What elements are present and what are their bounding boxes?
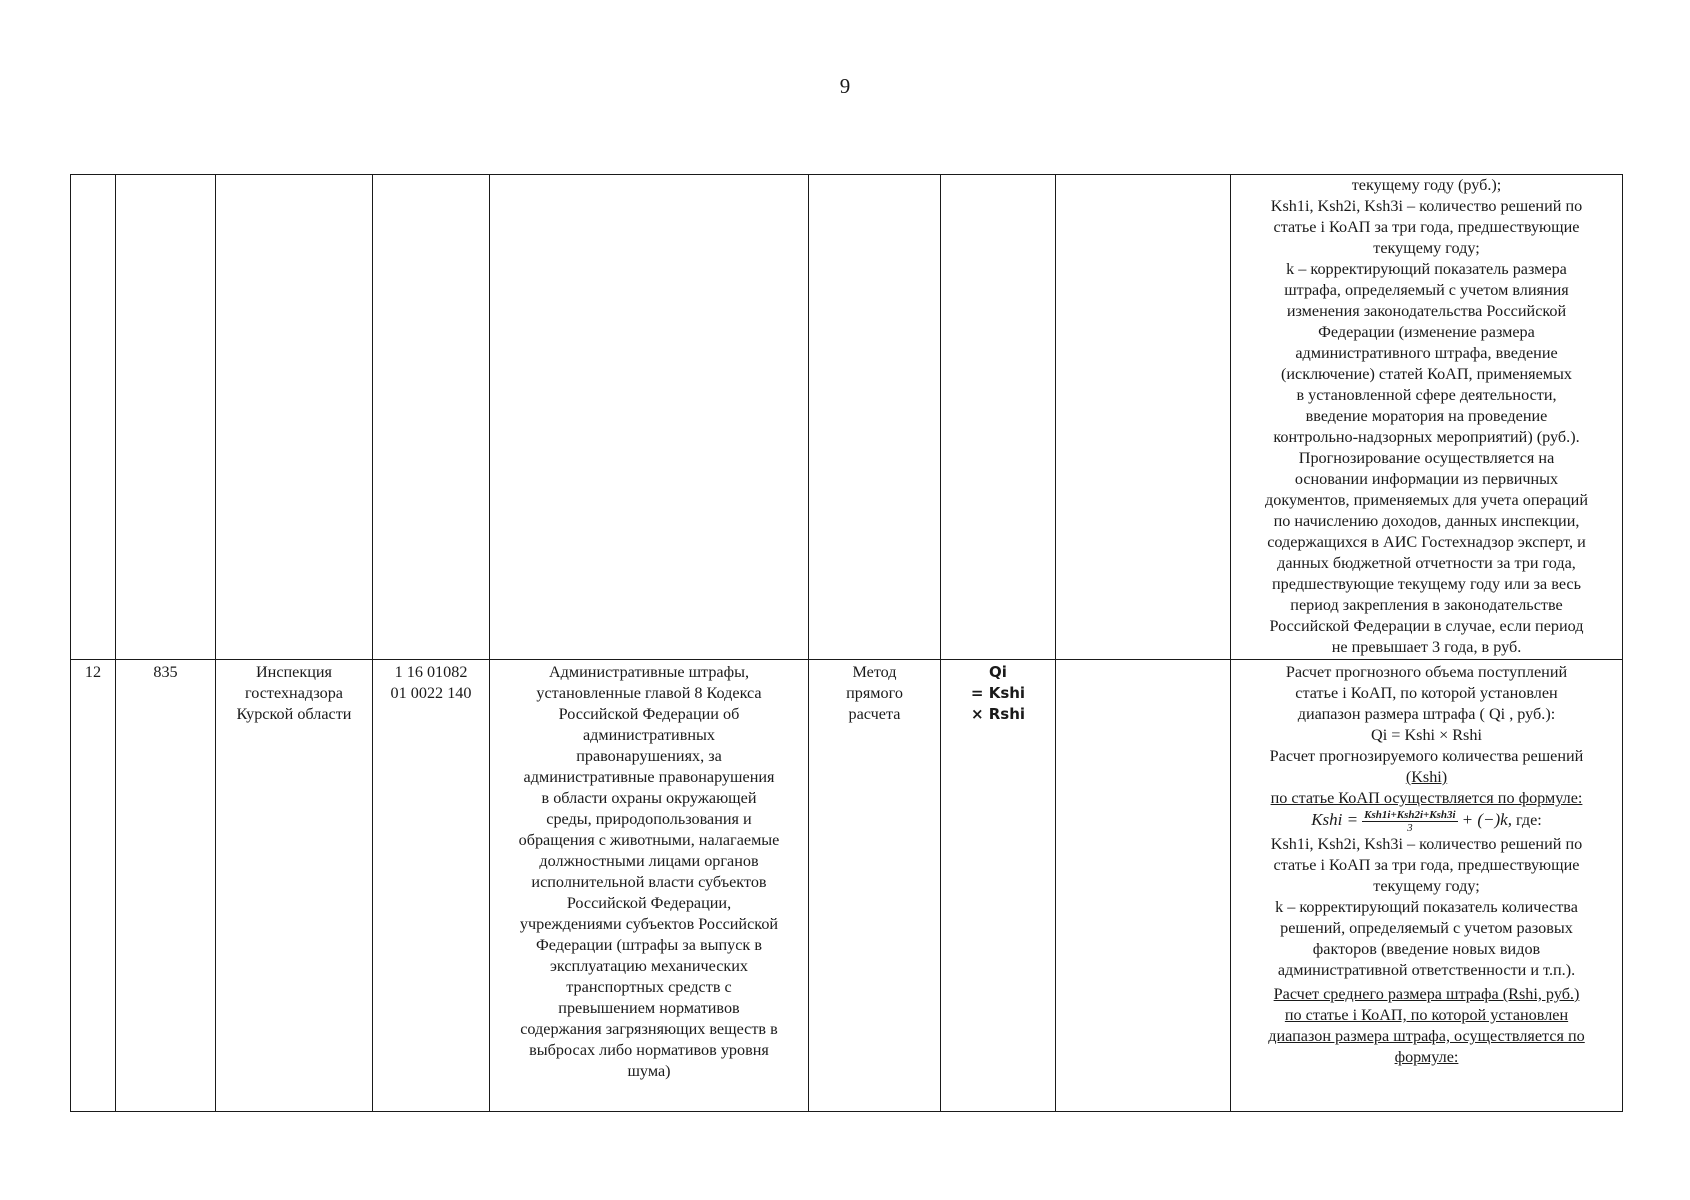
line: содержащихся в АИС Гостехнадзор эксперт, и bbox=[1267, 533, 1586, 551]
line: k – корректирующий показатель количества bbox=[1275, 898, 1578, 916]
formula-line: Qi bbox=[989, 663, 1007, 681]
cell-code: 835 bbox=[116, 660, 216, 1112]
line: Российской Федерации об bbox=[558, 705, 740, 723]
line: Инспекция bbox=[255, 663, 333, 681]
line: Расчет среднего размера штрафа (Rshi, руб.) bbox=[1273, 985, 1580, 1003]
line: факторов (введение новых видов bbox=[1312, 940, 1541, 958]
cell-income-name bbox=[490, 660, 809, 1112]
line: 01 0022 140 bbox=[390, 684, 472, 702]
line: исполнительной власти субъектов bbox=[531, 873, 767, 891]
line: административного штрафа, введение bbox=[1295, 344, 1558, 362]
cell-income-name bbox=[490, 175, 809, 660]
formula-denominator: 3 bbox=[1407, 822, 1413, 834]
line: правонарушениях, за bbox=[576, 747, 722, 765]
line: формуле: bbox=[1394, 1048, 1459, 1066]
line: решений, определяемый с учетом разовых bbox=[1280, 919, 1573, 937]
cell-administrator bbox=[216, 660, 373, 1112]
formula-rhs: + (−)k, bbox=[1461, 810, 1512, 830]
line: Ksh1i, Ksh2i, Ksh3i – количество решений по bbox=[1270, 197, 1583, 215]
line: Прогнозирование осуществляется на bbox=[1298, 449, 1555, 467]
kshi-formula bbox=[1235, 809, 1618, 834]
line: эксплуатацию механических bbox=[549, 957, 749, 975]
line: Qi = Kshi × Rshi bbox=[1371, 726, 1482, 744]
line: расчета bbox=[848, 705, 901, 723]
income-forecast-table bbox=[70, 174, 1623, 1112]
page-number: 9 bbox=[839, 74, 851, 98]
line: 1 16 01082 bbox=[394, 663, 468, 681]
formula-numerator: Ksh1i+Ksh2i+Ksh3i bbox=[1364, 809, 1456, 821]
line: текущему году; bbox=[1373, 239, 1480, 257]
line: административной ответственности и т.п.). bbox=[1277, 961, 1576, 979]
line: k – корректирующий показатель размера bbox=[1286, 260, 1567, 278]
line: штрафа, определяемый с учетом влияния bbox=[1284, 281, 1569, 299]
cell-calculation-continued bbox=[1231, 175, 1623, 660]
line: текущему году (руб.); bbox=[1351, 176, 1502, 194]
line: документов, применяемых для учета операций bbox=[1265, 491, 1588, 509]
line: учреждениями субъектов Российской bbox=[519, 915, 779, 933]
cell-code bbox=[116, 175, 216, 660]
line: (исключение) статей КоАП, применяемых bbox=[1280, 365, 1573, 383]
line: Российской Федерации, bbox=[566, 894, 732, 912]
cell-number bbox=[71, 175, 116, 660]
cell-method bbox=[809, 175, 941, 660]
line: Федерации (изменение размера bbox=[1318, 323, 1535, 341]
line: предшествующие текущему году или за весь bbox=[1272, 575, 1581, 593]
line: Административные штрафы, bbox=[548, 663, 750, 681]
line: Метод bbox=[852, 663, 897, 681]
line: не превышает 3 года, в руб. bbox=[1331, 638, 1522, 656]
line: данных бюджетной отчетности за три года, bbox=[1277, 554, 1576, 572]
line: основании информации из первичных bbox=[1294, 470, 1559, 488]
line: Российской Федерации в случае, если период bbox=[1269, 617, 1584, 635]
line: установленные главой 8 Кодекса bbox=[536, 684, 762, 702]
line: шума) bbox=[627, 1062, 671, 1080]
line: в области охраны окружающей bbox=[541, 789, 757, 807]
line: Расчет прогнозируемого количества решений bbox=[1269, 747, 1584, 765]
cell-number: 12 bbox=[71, 660, 116, 1112]
line: гостехнадзора bbox=[244, 684, 343, 702]
formula-line: × Rshi bbox=[970, 705, 1026, 723]
line: диапазон размера штрафа ( Qi , руб.): bbox=[1297, 705, 1556, 723]
formula-intro: по статье КоАП осуществляется по формуле: bbox=[1270, 789, 1583, 807]
line: должностными лицами органов bbox=[539, 852, 759, 870]
line: изменения законодательства Российской bbox=[1286, 302, 1567, 320]
line: введение моратория на проведение bbox=[1305, 407, 1548, 425]
cell-empty bbox=[1056, 660, 1231, 1112]
line: по начислению доходов, данных инспекции, bbox=[1273, 512, 1580, 530]
line: период закрепления в законодательстве bbox=[1290, 596, 1563, 614]
line: контрольно-надзорных мероприятий) (руб.). bbox=[1273, 428, 1580, 446]
line: прямого bbox=[846, 684, 903, 702]
cell-kbk bbox=[373, 660, 490, 1112]
formula-fraction bbox=[1362, 809, 1457, 834]
cell-method bbox=[809, 660, 941, 1112]
cell-kbk bbox=[373, 175, 490, 660]
cell-formula bbox=[941, 660, 1056, 1112]
cell-calculation-algorithm bbox=[1231, 660, 1623, 1112]
table-row-continued bbox=[71, 175, 1623, 660]
cell-formula bbox=[941, 175, 1056, 660]
cell-empty bbox=[1056, 175, 1231, 660]
table-row-12 bbox=[71, 660, 1623, 1112]
line: статье i КоАП, по которой установлен bbox=[1295, 684, 1558, 702]
line: Ksh1i, Ksh2i, Ksh3i – количество решений по bbox=[1270, 835, 1583, 853]
line: транспортных средств с bbox=[566, 978, 732, 996]
line: текущему году; bbox=[1373, 877, 1480, 895]
line: выбросах либо нормативов уровня bbox=[529, 1041, 769, 1059]
formula-lhs: Kshi = bbox=[1311, 810, 1359, 830]
line: превышением нормативов bbox=[558, 999, 740, 1017]
kshi-label: (Kshi) bbox=[1405, 768, 1448, 786]
line: обращения с животными, налагаемые bbox=[518, 831, 780, 849]
formula-line: = Kshi bbox=[970, 684, 1026, 702]
formula-where: где: bbox=[1516, 811, 1542, 830]
line: по статье i КоАП, по которой установлен bbox=[1284, 1006, 1569, 1024]
cell-administrator bbox=[216, 175, 373, 660]
line: административных bbox=[583, 726, 715, 744]
line: в установленной сфере деятельности, bbox=[1296, 386, 1557, 404]
line: Федерации (штрафы за выпуск в bbox=[536, 936, 762, 954]
line: содержания загрязняющих веществ в bbox=[520, 1020, 778, 1038]
line: диапазон размера штрафа, осуществляется по bbox=[1268, 1027, 1585, 1045]
line: Курской области bbox=[236, 705, 352, 723]
line: среды, природопользования и bbox=[546, 810, 752, 828]
line: статье i КоАП за три года, предшествующие bbox=[1273, 856, 1580, 874]
line: Расчет прогнозного объема поступлений bbox=[1285, 663, 1568, 681]
line: административные правонарушения bbox=[523, 768, 775, 786]
line: статье i КоАП за три года, предшествующие bbox=[1273, 218, 1580, 236]
